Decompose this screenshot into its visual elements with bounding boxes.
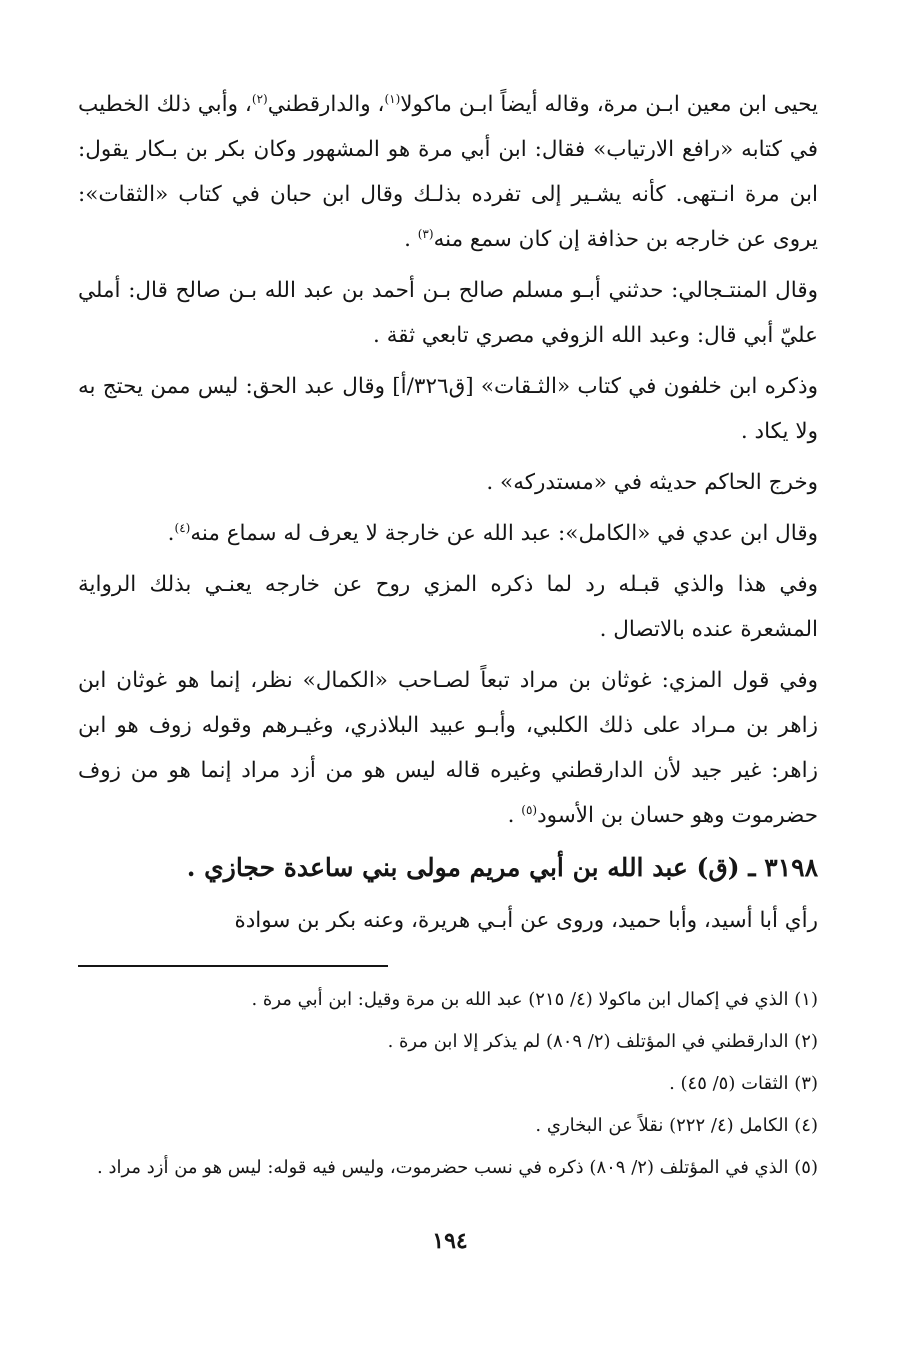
body-paragraph-7 xyxy=(78,658,818,838)
body-paragraph-6: وفي هذا والذي قبـله رد لما ذكره المزي روح عن خارجه يعنـي بذلك الرواية المشعرة عنده بالاتصال . xyxy=(78,572,818,642)
footnote-separator xyxy=(78,965,818,967)
body-paragraph-2: وقال المنتـجالي: حدثني أبـو مسلم صالح بـن أحمد بن عبد الله بـن صالح قال: أملي عليّ أبي قال: وعبد الله الزوفي مصري تابعي ثقة . xyxy=(78,278,818,348)
paragraph-text: وقال ابن عدي في «الكامل»: عبد الله عن خارجة لا يعرف له سماع منه xyxy=(190,521,818,546)
footnote-2: (٢) الدارقطني في المؤتلف (٢/ ٨٠٩) لم يذكر إلا ابن مرة . xyxy=(387,1031,818,1052)
footnote-ref-4[interactable]: (٤) xyxy=(174,520,191,535)
footnote-3: (٣) الثقات (٥/ ٤٥) . xyxy=(669,1073,818,1094)
footnote-ref-2[interactable]: (٢) xyxy=(251,91,268,106)
body-paragraph-5 xyxy=(78,511,818,556)
entry-text: رأي أبا أسيد، وأبا حميد، وروى عن أبـي هريرة، وعنه بكر بن سوادة xyxy=(234,908,818,933)
entry-heading: ٣١٩٨ ـ (ق) عبد الله بن أبي مريم مولى بني ساعدة حجازي . xyxy=(186,853,818,882)
footnotes-section xyxy=(78,979,818,1189)
body-paragraph-3: وذكره ابن خلفون في كتاب «الثـقات» [ق٣٢٦/أ] وقال عبد الحق: ليس ممن يحتج به ولا يكاد . xyxy=(78,374,818,444)
page-number: ١٩٤ xyxy=(432,1228,468,1254)
footnote-rule xyxy=(78,965,388,967)
footnote-5: (٥) الذي في المؤتلف (٢/ ٨٠٩) ذكره في نسب حضرموت، وليس فيه قوله: ليس هو من أزد مراد . xyxy=(97,1157,818,1178)
footnote-ref-5[interactable]: (٥) xyxy=(521,802,538,817)
paragraph-text: . xyxy=(404,227,418,252)
footnote-1: (١) الذي في إكمال ابن ماكولا (٤/ ٢١٥) عبد الله بن مرة وقيل: ابن أبي مرة . xyxy=(251,989,818,1010)
paragraph-text: وفي قول المزي: غوثان بن مراد تبعاً لصـاحب «الكمال» نظر، إنما هو غوثان ابن زاهر بن مـراد على ذلك الكلبي، وأبـو عبيد البلاذري، وغيـرهم وقوله زوف هو ابن زاهر: غير جيد لأن الدارقطني وغيره قاله ليس هو من أزد مراد إنما هو من زوف حضرموت وهو حسان بن الأسود xyxy=(78,668,818,828)
footnote-ref-3[interactable]: (٣) xyxy=(417,226,434,241)
paragraph-text: ، والدارقطني xyxy=(267,92,385,117)
paragraph-text: . xyxy=(167,521,175,546)
footnote-4: (٤) الكامل (٤/ ٢٢٢) نقلاً عن البخاري . xyxy=(535,1115,818,1136)
body-paragraph-1 xyxy=(78,82,818,262)
body-paragraph-4: وخرج الحاكم حديثه في «مستدركه» . xyxy=(486,470,818,495)
paragraph-text: يحيى ابن معين ابـن مرة، وقاله أيضاً ابـن ماكولا xyxy=(400,92,818,117)
paragraph-text: ، وأبي ذلك الخطيب في كتابه «رافع الارتياب» فقال: ابن أبي مرة هو المشهور وكان بكر بن بـكار يقول: ابن مرة انـتهى. كأنه يشـير إلى تفرده بذلـك وقال ابن حبان في كتاب «الثقات»: يروى عن خارجه بن حذافة إن كان سمع منه xyxy=(78,92,818,252)
paragraph-text: . xyxy=(507,803,522,828)
footnote-ref-1[interactable]: (١) xyxy=(384,91,401,106)
